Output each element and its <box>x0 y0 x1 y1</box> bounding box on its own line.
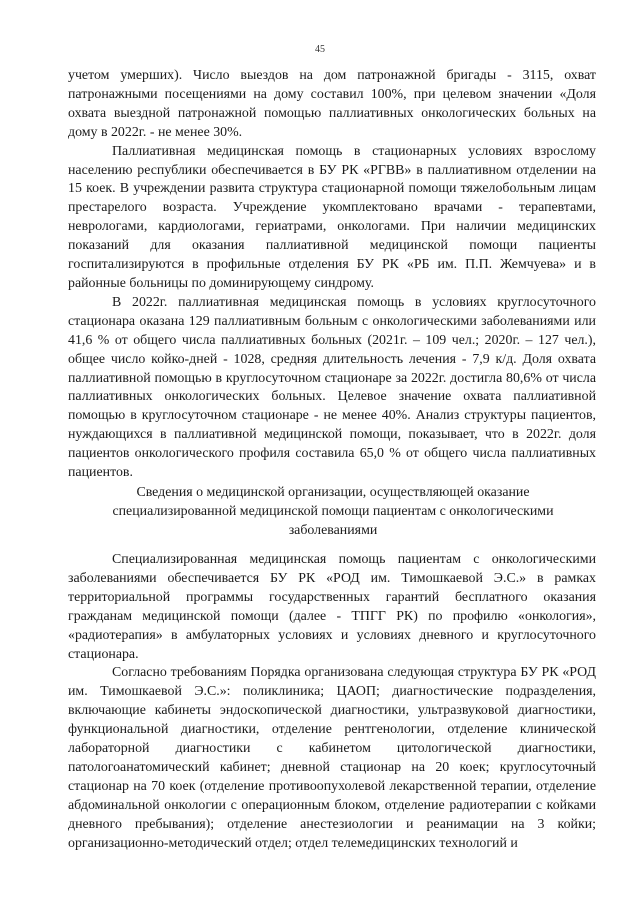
paragraph-2022-statistics: В 2022г. паллиативная медицинская помощь в условиях круглосуточного стационара оказана 129 паллиативным больным с онкологическими заболеваниями или 41,6 % от общего числа паллиативных больных (2021г. – 109 чел.; 2020г. – 127 чел.), общее число койко-дней - 1028, средняя длительность лечения - 7,9 к/д. Доля охвата паллиативной помощью в круглосуточном стационаре за 2022г. достигла 80,6% от числа паллиативных онкологических больных. Целевое значение охвата паллиативной помощью в круглосуточном стационаре - не менее 40%. Анализ структуры пациентов, нуждающихся в паллиативной медицинской помощи, показывает, что в 2022г. доля пациентов онкологического профиля составила 65,0 % от общего числа паллиативных пациентов. <box>68 294 596 481</box>
paragraph-organization-structure: Согласно требованиям Порядка организована следующая структура БУ РК «РОД им. Тимошкаевой Э.С.»: поликлиника; ЦАОП; диагностические подразделения, включающие кабинеты эндоскопической диагностики, ультразвуковой диагностики, функциональной диагностики, отделение рентгенологии, отделение клинической лабораторной диагностики с кабинетом цитологической диагностики, патологоанатомический кабинет; дневной стационар на 20 коек; круглосуточный стационар на 70 коек (отделение противоопухолевой лекарственной терапии, отделение абдоминальной онкологии с операционным блоком, отделение радиотерапии с койками дневного пребывания); отделение анестезиологии и реанимации на 3 койки; организационно-методический отдел; отдел телемедицинских технологий и <box>68 665 596 851</box>
paragraph-patronage-continuation: учетом умерших). Число выездов на дом патронажной бригады - 3115, охват патронажными посещениями на дому составил 100%, при целевом значении «Доля охвата выездной патронажной помощью паллиативных онкологических больных на дому в 2022г. - не менее 30%. <box>68 68 596 140</box>
body-text-block <box>68 67 596 483</box>
paragraph-specialized-care: Специализированная медицинская помощь пациентам с онкологическими заболеваниями обеспечивается БУ РК «РОД им. Тимошкаевой Э.С.» в рамках территориальной программы государственных гарантий бесплатного оказания гражданам медицинской помощи (далее - ТПГГ РК) по профилю «онкология», «радиотерапия» в амбулаторных условиях и условиях дневного и круглосуточного стационара. <box>68 552 596 662</box>
paragraph-inpatient-palliative-care: Паллиативная медицинская помощь в стационарных условиях взрослому населению республики обеспечивается в БУ РК «РГВВ» в паллиативном отделении на 15 коек. В учреждении развита структура стационарной помощи тяжелобольным лицам престарелого возраста. Учреждение укомплектовано врачами - терапевтами, неврологами, кардиологами, гериатрами, онкологами. При наличии медицинских показаний для оказания паллиативной медицинской помощи пациенты госпитализируются в профильные отделения БУ РК «РБ им. П.П. Жемчуева» и в районные больницы по доминирующему синдрому. <box>68 143 596 291</box>
section-text-block <box>68 551 596 854</box>
section-heading: Сведения о медицинской организации, осуществляющей оказание специализированной медицинской помощи пациентам с онкологическими заболеваниями <box>112 485 554 538</box>
page-number: 45 <box>315 44 325 55</box>
